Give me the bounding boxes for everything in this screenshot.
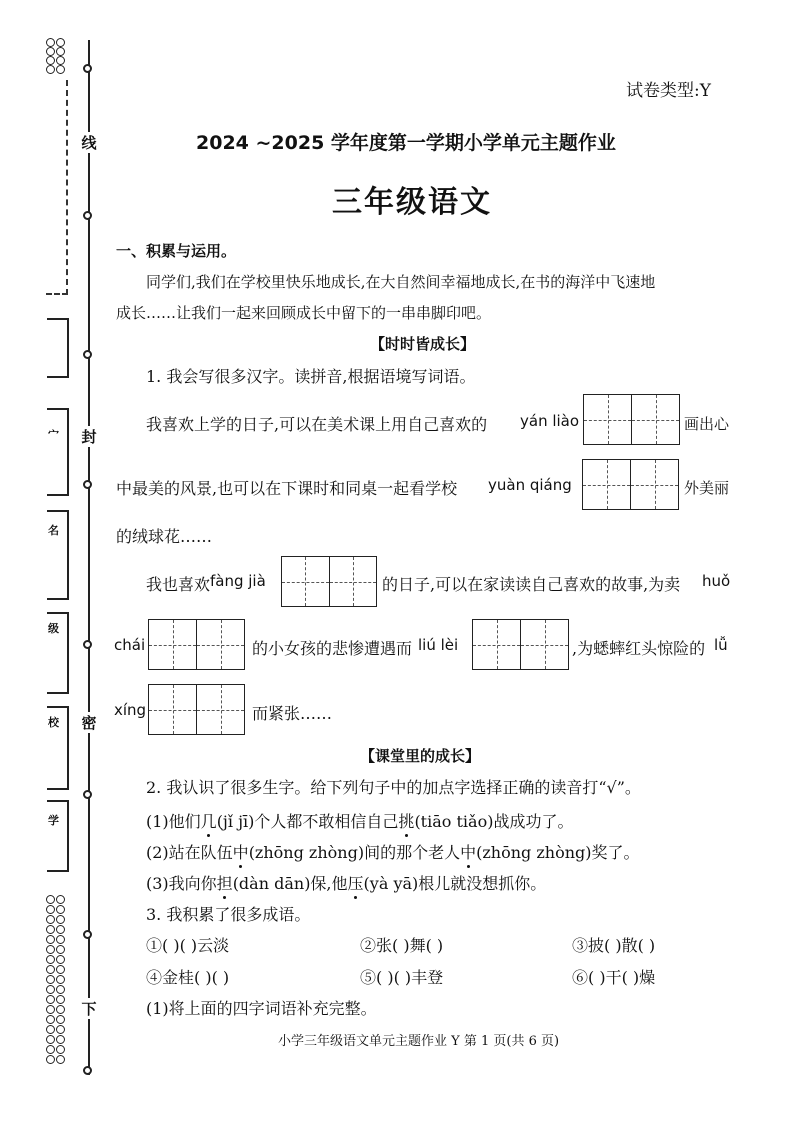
q2-sentence-1: (1)他们几(jǐ jī)个人都不敢相信自己挑(tiāo tiǎo)战成功了。: [146, 812, 574, 831]
info-box-label: 级: [48, 622, 59, 635]
q1-text: 的日子,可以在家读读自己喜欢的故事,为卖: [382, 575, 681, 594]
dotted-char: 压: [347, 874, 364, 893]
q1-text: 我也喜欢: [146, 575, 211, 594]
header-title: 2024 ~2025 学年度第一学期小学单元主题作业: [196, 132, 616, 154]
q1-text: 我喜欢上学的日子,可以在美术课上用自己喜欢的: [146, 415, 488, 434]
q1-text: 外美丽: [684, 479, 730, 497]
writing-grid-fangjia[interactable]: [281, 556, 377, 607]
writing-grid-lvxing[interactable]: [148, 684, 245, 735]
writing-grid-huochai[interactable]: [148, 619, 245, 670]
idiom-item[interactable]: ⑥( )干( )燥: [572, 968, 656, 987]
seal-label: 封: [79, 426, 99, 447]
idiom-item[interactable]: ④金桂( )( ): [146, 968, 230, 987]
idiom-item[interactable]: ⑤( )( )丰登: [360, 968, 444, 987]
info-box: [47, 408, 69, 496]
idiom-item[interactable]: ②张( )舞( ): [360, 936, 444, 955]
bottom-label: 下: [79, 998, 99, 1019]
writing-grid-yanliao[interactable]: [583, 394, 680, 445]
line-label: 线: [79, 132, 99, 153]
pinyin-prompt: xíng: [114, 701, 147, 719]
dotted-char: 挑: [398, 812, 415, 831]
intro-line: 成长……让我们一起来回顾成长中留下的一串串脚印吧。: [116, 304, 492, 322]
margin-dot: [83, 480, 92, 489]
seal-line: [88, 40, 90, 1075]
margin-dot: [83, 790, 92, 799]
idiom-item[interactable]: ①( )( )云淡: [146, 936, 230, 955]
margin-dot: [83, 1066, 92, 1075]
dashed-frame: [46, 80, 68, 295]
info-box-label: 名: [48, 524, 59, 537]
q1-text: 的小女孩的悲惨遭遇而: [252, 639, 413, 658]
dotted-char: 担: [216, 874, 233, 893]
info-box: [47, 800, 69, 872]
info-box: [47, 318, 69, 378]
margin-dot: [83, 640, 92, 649]
sealed-label: 密: [79, 712, 99, 733]
info-box-label: 学: [48, 814, 59, 827]
page-footer: 小学三年级语文单元主题作业 Y 第 1 页(共 6 页): [278, 1034, 560, 1049]
pinyin-prompt: huǒ: [702, 572, 731, 590]
section-title: 一、积累与运用。: [116, 242, 237, 260]
pinyin-prompt: yuàn qiáng: [488, 476, 572, 494]
q1-text: 中最美的风景,也可以在下课时和同桌一起看学校: [116, 479, 458, 498]
idiom-item[interactable]: ③披( )散( ): [572, 936, 656, 955]
margin-dot: [83, 930, 92, 939]
margin-dot: [83, 211, 92, 220]
subsection-title: 【时时皆成长】: [370, 335, 476, 353]
q1-text: 画出心: [684, 415, 730, 433]
question-title: 2. 我认识了很多生字。给下列句子中的加点字选择正确的读音打“√”。: [146, 778, 641, 797]
info-box-label: 宀: [48, 428, 59, 441]
q2-sentence-2: (2)站在队伍中(zhōng zhòng)间的那个老人中(zhōng zhòng)奖了。: [146, 843, 640, 862]
main-title: 三年级语文: [332, 185, 492, 220]
q1-text: 而紧张……: [252, 704, 333, 723]
paper-type: 试卷类型:Y: [626, 81, 711, 101]
q3-subquestion: (1)将上面的四字词语补充完整。: [146, 999, 377, 1018]
margin-dot: [83, 64, 92, 73]
q1-text: ,为蟋蟀红头惊险的: [572, 639, 706, 658]
q2-sentence-3: (3)我向你担(dàn dān)保,他压(yà yā)根儿就没想抓你。: [146, 874, 547, 893]
dotted-char: 中: [232, 843, 249, 862]
dotted-char: 中: [460, 843, 477, 862]
pinyin-prompt: fàng jià: [210, 572, 266, 590]
subsection-title: 【课堂里的成长】: [360, 747, 481, 765]
pinyin-prompt: chái: [114, 636, 146, 654]
info-box-label: 校: [48, 716, 59, 729]
margin-dot: [83, 350, 92, 359]
question-title: 3. 我积累了很多成语。: [146, 905, 311, 924]
dotted-char: 几: [200, 812, 217, 831]
pinyin-prompt: lǚ: [714, 636, 728, 654]
q1-text: 的绒球花……: [116, 527, 213, 546]
writing-grid-yuanqiang[interactable]: [582, 459, 679, 510]
pinyin-prompt: yán liào: [520, 412, 580, 430]
question-title: 1. 我会写很多汉字。读拼音,根据语境写词语。: [146, 367, 476, 386]
writing-grid-liulei[interactable]: [472, 619, 569, 670]
intro-line: 同学们,我们在学校里快乐地成长,在大自然间幸福地成长,在书的海洋中飞速地: [146, 273, 656, 291]
pinyin-prompt: liú lèi: [418, 636, 459, 654]
